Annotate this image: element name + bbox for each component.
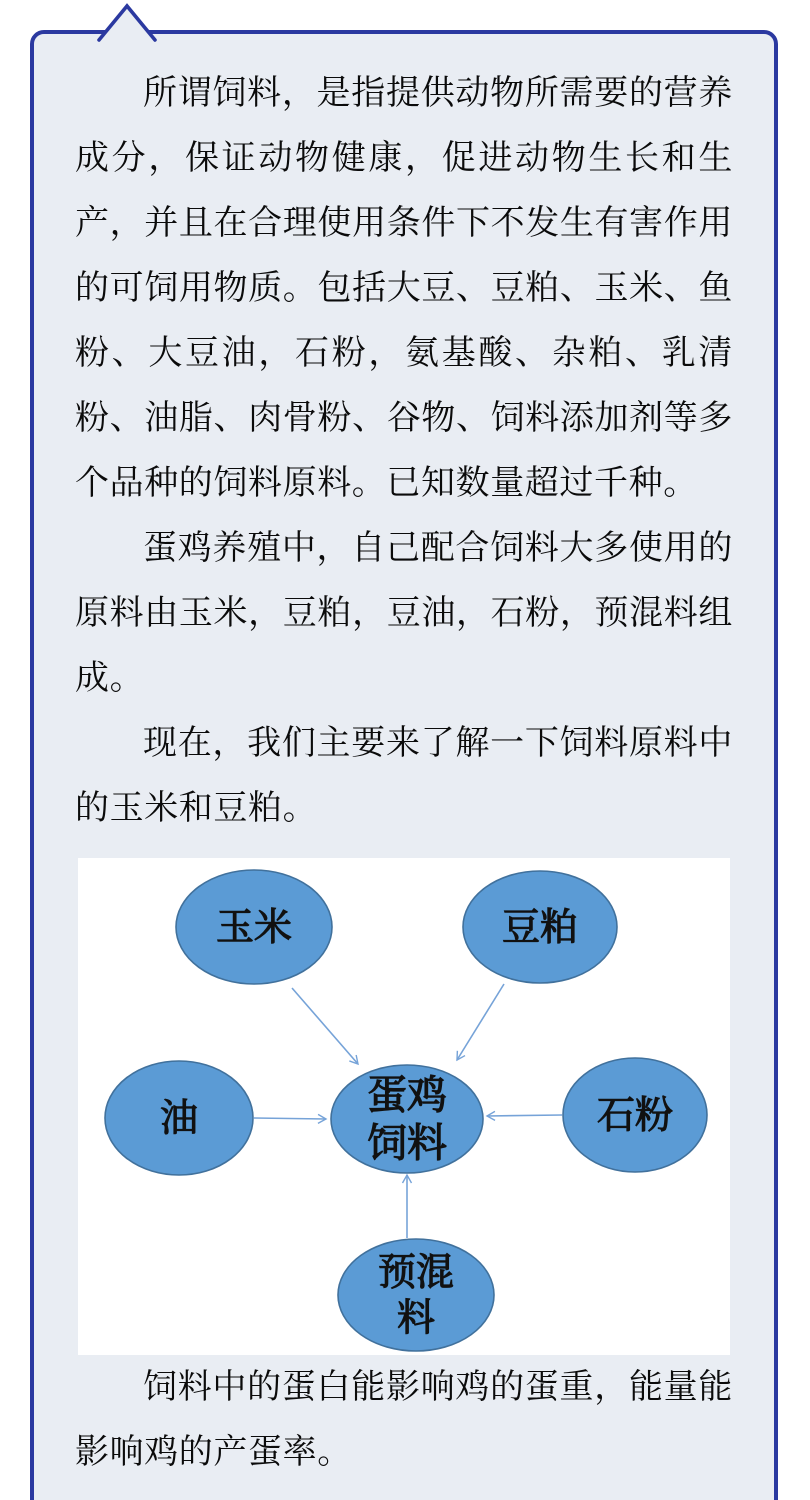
article-content — [34, 34, 774, 1485]
diagram-label-oil: 油 — [159, 1097, 199, 1140]
diagram-label-soybean-meal: 豆粕 — [501, 906, 579, 949]
diagram-label-premix: 预混料 — [377, 1252, 455, 1340]
diagram-canvas — [78, 858, 730, 1355]
diagram-arrow-stone-powder-to-laying-hen-feed — [487, 1115, 562, 1116]
diagram-label-corn: 玉米 — [215, 906, 293, 949]
speech-bubble-panel — [30, 30, 778, 1500]
diagram-label-stone-powder: 石粉 — [596, 1094, 674, 1137]
bubble-notch-icon — [97, 3, 157, 44]
paragraph-focus-corn-soybean: 现在，我们主要来了解一下饲料原料中的玉米和豆粕。 — [75, 724, 733, 827]
paragraph-laying-hen-ingredients: 蛋鸡养殖中，自己配合饲料大多使用的原料由玉米，豆粕，豆油，石粉，预混料组成。 — [75, 529, 733, 697]
diagram-label-laying-hen-feed: 蛋鸡饲料 — [367, 1072, 447, 1166]
diagram-arrow-oil-to-laying-hen-feed — [254, 1118, 326, 1119]
paragraph-protein-energy-effect: 饲料中的蛋白能影响鸡的蛋重，能量能影响鸡的产蛋率。 — [75, 1368, 733, 1471]
diagram-arrow-corn-to-laying-hen-feed — [292, 988, 358, 1064]
diagram-arrow-soybean-meal-to-laying-hen-feed — [457, 984, 504, 1060]
diagram-nodes — [105, 870, 707, 1351]
paragraph-feed-definition: 所谓饲料，是指提供动物所需要的营养成分，保证动物健康，促进动物生长和生产，并且在合理使用条件下不发生有害作用的可饲用物质。包括大豆、豆粕、玉米、鱼粉、大豆油，石粉，氨基酸、杂粕、乳清粉、油脂、肉骨粉、谷物、饲料添加剂等多个品种的饲料原料。已知数量超过千种。 — [75, 74, 733, 502]
feed-composition-diagram — [78, 858, 730, 1355]
